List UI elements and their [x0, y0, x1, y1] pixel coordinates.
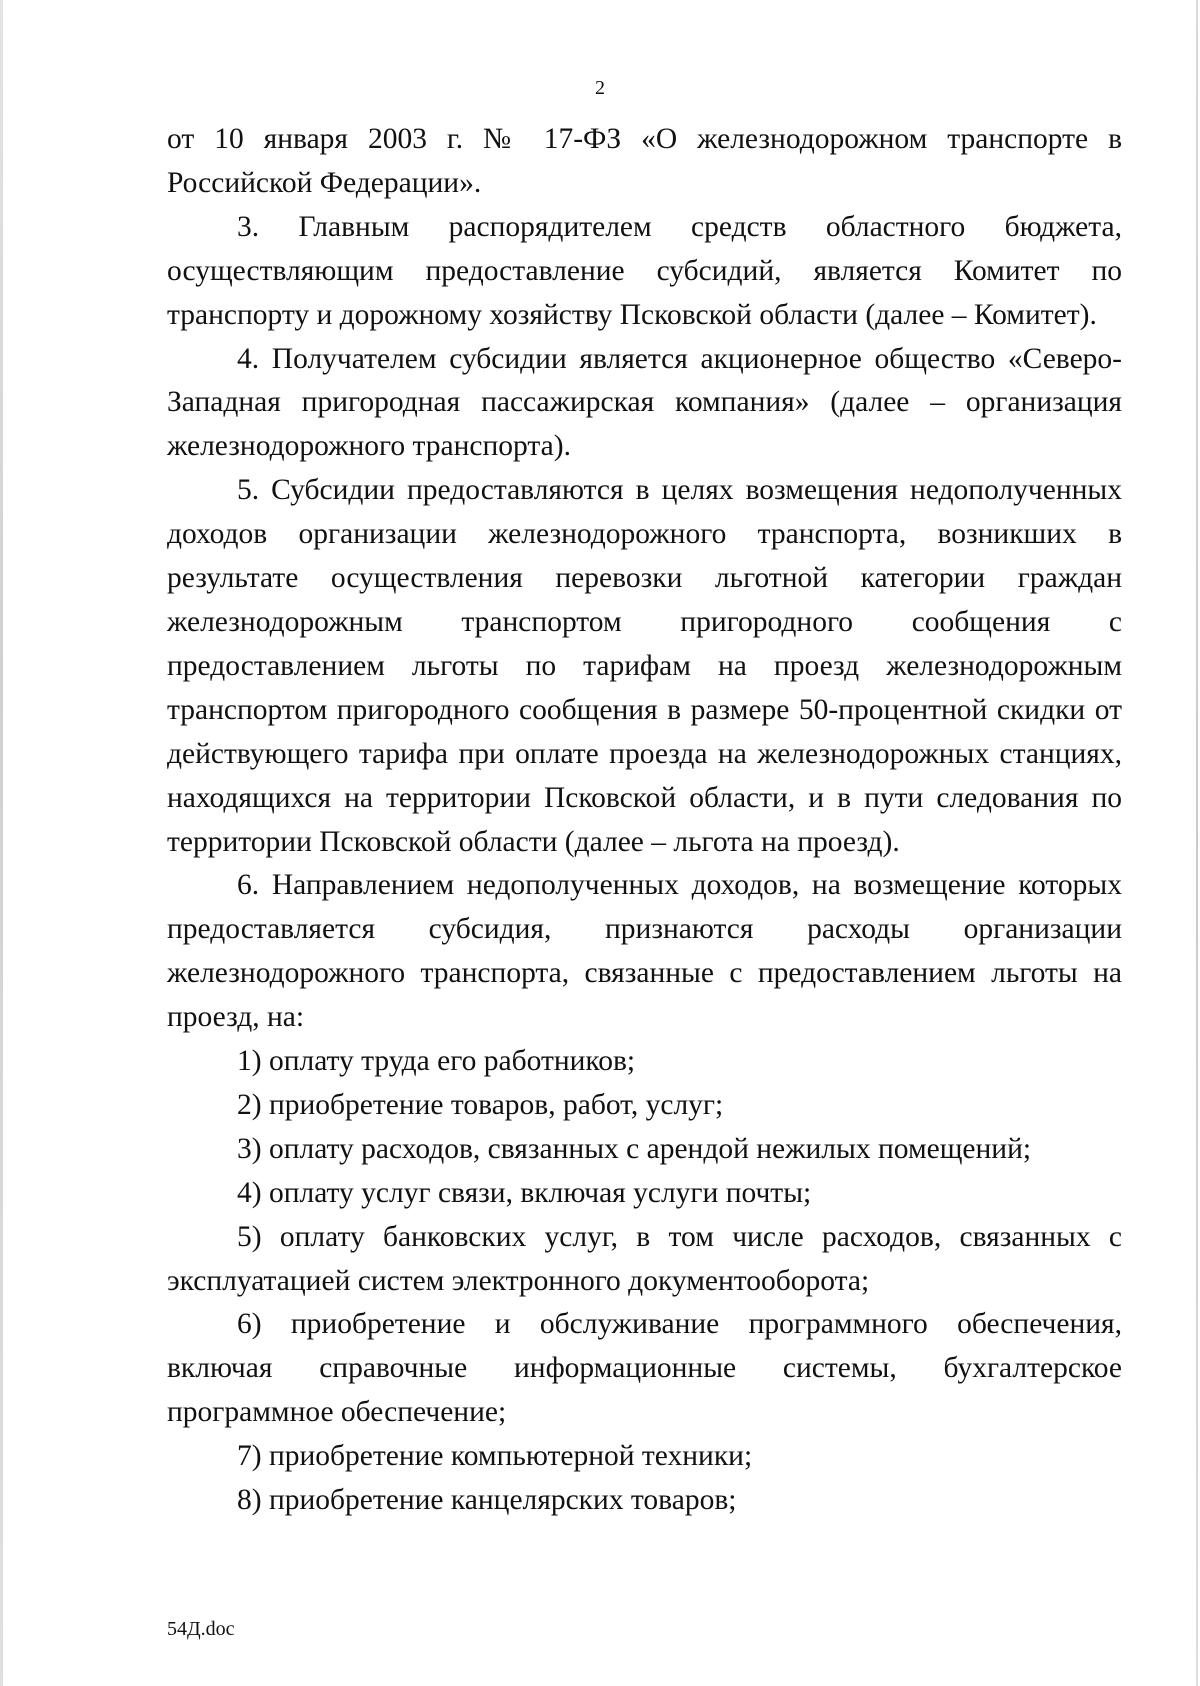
list-item-3: 3) оплату расходов, связанных с арендой нежилых помещений;	[237, 1132, 1032, 1165]
paragraph-4: 4. Получателем субсидии является акционерное общество «Северо-Западная пригородная пассажирская компания» (далее – организация железнодорожного транспорта).	[167, 342, 1122, 463]
paragraph-6: 6. Направлением недополученных доходов, на возмещение которых предоставляется субсидия, признаются расходы организации железнодорожного транспорта, связанные с предоставлением льготы на проезд, на:	[167, 869, 1122, 1034]
page-number: 2	[595, 77, 605, 99]
list-item-6: 6) приобретение и обслуживание программного обеспечения, включая справочные информационные системы, бухгалтерское программное обеспечение;	[167, 1308, 1122, 1429]
list-item-2: 2) приобретение товаров, работ, услуг;	[237, 1088, 724, 1121]
footer-filename: 54Д.doc	[167, 1618, 235, 1640]
document-body	[167, 118, 1122, 1523]
scan-edge-left	[0, 0, 3, 1686]
paragraph-3: 3. Главным распорядителем средств областного бюджета, осуществляющим предоставление субсидий, является Комитет по транспорту и дорожному хозяйству Псковской области (далее – Комитет).	[167, 210, 1122, 331]
scan-edge-right	[1196, 0, 1198, 1686]
list-item-7: 7) приобретение компьютерной техники;	[237, 1440, 753, 1473]
paragraph-5: 5. Субсидии предоставляются в целях возмещения недополученных доходов организации железнодорожного транспорта, возникших в результате осуществления перевозки льготной категории граждан железнодорожным транспортом пригородного сообщения с предоставлением льготы по тарифам на проезд железнодорожным транспортом пригородного сообщения в размере 50-процентной скидки от действующего тарифа при оплате проезда на железнодорожных станциях, находящихся на территории Псковской области, и в пути следования по территории Псковской области (далее – льгота на проезд).	[167, 474, 1122, 858]
list-item-8: 8) приобретение канцелярских товаров;	[237, 1484, 737, 1517]
list-item-4: 4) оплату услуг связи, включая услуги почты;	[237, 1176, 812, 1209]
paragraph-continuation: от 10 января 2003 г. № 17-ФЗ «О железнодорожном транспорте в Российской Федерации».	[167, 123, 1122, 199]
list-item-5: 5) оплату банковских услуг, в том числе расходов, связанных с эксплуатацией систем электронного документооборота;	[167, 1220, 1122, 1297]
list-item-1: 1) оплату труда его работников;	[237, 1045, 636, 1078]
